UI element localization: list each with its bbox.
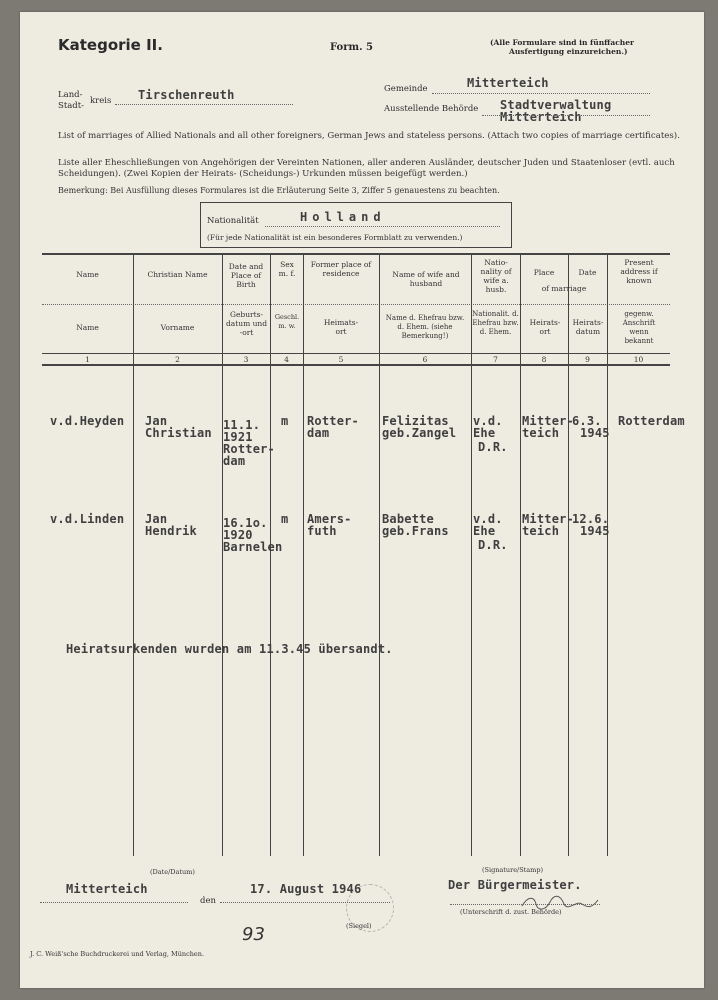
signature-dotted-line [450, 904, 600, 905]
behoerde-value-1: Stadtverwaltung [500, 98, 612, 112]
col-1-num: 1 [85, 355, 90, 364]
date-caption: (Date/Datum) [150, 868, 195, 876]
col-7-num: 7 [493, 355, 498, 364]
remark-text: Heiratsurkenden wurden am 11.3.45 übersandt. [66, 642, 393, 656]
col-5-de: Heimats-ort [323, 318, 359, 336]
col-8-num: 8 [541, 355, 547, 364]
nationality-label: Nationalität [207, 216, 259, 226]
behoerde-dotted-line [482, 115, 650, 116]
gemeinde-value: Mitterteich [467, 76, 549, 90]
form-sheet [20, 12, 704, 988]
printer-credit: J. C. Weiß'sche Buchdruckerei und Verlag, München. [30, 950, 205, 958]
col-10-num: 10 [633, 355, 644, 364]
handwritten-note: 93 [242, 924, 265, 945]
copies-note-2: Ausfertigung einzureichen.) [509, 47, 628, 56]
entry-nationality: D.R. [478, 440, 508, 454]
entry-residence: dam [307, 426, 330, 440]
entry-spouse: Babette [382, 512, 434, 526]
col-4-en: Sex m. f. [278, 260, 296, 278]
nationality-note: (Für jede Nationalität ist ein besonderes Formblatt zu verwenden.) [207, 233, 463, 242]
entry-vorname: Jan [145, 414, 168, 428]
kategorie-title: Kategorie II. [58, 36, 163, 54]
col-1-en: Name [76, 270, 99, 279]
ort-dotted-line [40, 902, 188, 903]
col-4-de: Geschl. m. w. [274, 313, 300, 330]
kreis-dotted-line [115, 104, 293, 105]
kreis-label: kreis [90, 96, 112, 106]
col-6-en: Name of wife and husband [392, 270, 460, 288]
col-6-num: 6 [422, 355, 428, 364]
col-9-num: 9 [585, 355, 590, 364]
entry-birth: 11.1. [223, 418, 261, 432]
signature-value: Der Bürgermeister. [448, 878, 582, 892]
col-4-num: 4 [284, 355, 289, 364]
col-9-en: Date [578, 268, 597, 277]
entry-place: Mitter- [522, 512, 574, 526]
entry-nationality: v.d. [473, 512, 503, 526]
nationality-dotted-line [265, 226, 500, 227]
col-9-de: Heirats-datum [572, 318, 604, 336]
entry-spouse: geb.Zangel [382, 426, 457, 440]
intro-german: Liste aller Eheschließungen von Angehörigen der Vereinten Nationen, aller anderen Ausländer, deutscher Juden und Staatenloser (evtl. auch Scheidungen). (Zwei Kopien der Heirats- (Scheidungs-) Urkunden müssen beigefügt werden.) [58, 158, 675, 179]
entry-date: 1945 [580, 524, 610, 538]
entry-vorname: Jan [145, 512, 168, 526]
col-3-num: 3 [243, 355, 249, 364]
gemeinde-label: Gemeinde [384, 84, 428, 94]
col-2-num: 2 [175, 355, 180, 364]
date-value: 17. August 1946 [250, 882, 362, 896]
entry-nationality: D.R. [478, 538, 508, 552]
entry-residence: futh [307, 524, 337, 538]
col-10-de: gegenw. Anschrift wenn bekannt [622, 310, 656, 345]
intro-bemerkung: Bemerkung: Bei Ausfüllung dieses Formulares ist die Erläuterung Seite 3, Ziffer 5 genauestens zu beachten. [58, 186, 500, 195]
form-number: Form. 5 [330, 42, 373, 53]
entry-spouse: geb.Frans [382, 524, 449, 538]
entry-sex: m [281, 414, 289, 428]
col-10-en: Present address if known [620, 258, 658, 285]
col-3-de: Geburts-datum und -ort [225, 310, 268, 337]
entry-birth: Rotter- [223, 442, 275, 456]
entry-birth: dam [223, 454, 246, 468]
col-8-en: Place [533, 268, 555, 277]
den-label: den [200, 896, 216, 906]
copies-note-1: (Alle Formulare sind in fünffacher [490, 38, 634, 47]
entry-birth: 1921 [223, 430, 253, 444]
entry-date: 6.3. [572, 414, 602, 428]
behoerde-value-2: Mitterteich [500, 110, 582, 124]
entry-birth: Barnelen [223, 540, 283, 554]
entry-date: 1945 [580, 426, 610, 440]
col-7-de: Nationalit. d. Ehefrau bzw. d. Ehem. [472, 310, 519, 336]
entry-nationality: v.d. [473, 414, 503, 428]
ort-value: Mitterteich [66, 882, 148, 896]
entry-vorname: Christian [145, 426, 212, 440]
gemeinde-dotted-line [432, 93, 650, 94]
entry-name: v.d.Linden [50, 512, 125, 526]
nationality-value: Holland [300, 210, 386, 224]
col-3-en: Date and Place of Birth [228, 262, 264, 289]
entry-spouse: Felizitas [382, 414, 449, 428]
entry-date: 12.6. [572, 512, 610, 526]
entry-residence: Amers- [307, 512, 352, 526]
entry-vorname: Hendrik [145, 524, 197, 538]
behoerde-label: Ausstellende Behörde [384, 104, 479, 114]
entry-place: teich [522, 524, 560, 538]
kreis-value: Tirschenreuth [138, 88, 235, 102]
entry-address: Rotterdam [618, 414, 685, 428]
col-5-num: 5 [338, 355, 344, 364]
signature-caption: (Signature/Stamp) [482, 866, 544, 874]
col-6-de: Name d. Ehefrau bzw. d. Ehem. (siehe Bemerkung!) [385, 314, 465, 340]
col-2-de: Vorname [160, 323, 195, 332]
entry-residence: Rotter- [307, 414, 359, 428]
col-5-en: Former place of residence [310, 260, 372, 278]
entry-birth: 16.1o. [223, 516, 268, 530]
entry-place: teich [522, 426, 560, 440]
siegel-caption: (Siegel) [346, 922, 372, 930]
intro-english: List of marriages of Allied Nationals and all other foreigners, German Jews and stateless persons. (Attach two copies of marriage certificates). [58, 131, 680, 141]
of-marriage-label: of marriage [541, 284, 587, 293]
entry-name: v.d.Heyden [50, 414, 125, 428]
entry-place: Mitter- [522, 414, 574, 428]
entry-nationality: Ehe [473, 426, 496, 440]
entry-nationality: Ehe [473, 524, 496, 538]
col-8-de: Heirats-ort [529, 318, 561, 336]
entry-sex: m [281, 512, 289, 526]
unterschrift-caption: (Unterschrift d. zust. Behörde) [460, 908, 562, 916]
col-7-en: Natio-nality of wife a. husb. [480, 258, 512, 294]
stadt-label: Stadt- [58, 101, 85, 111]
land-label: Land- [58, 90, 83, 100]
col-1-de: Name [76, 323, 99, 332]
col-2-en: Christian Name [147, 270, 208, 279]
entry-birth: 1920 [223, 528, 253, 542]
